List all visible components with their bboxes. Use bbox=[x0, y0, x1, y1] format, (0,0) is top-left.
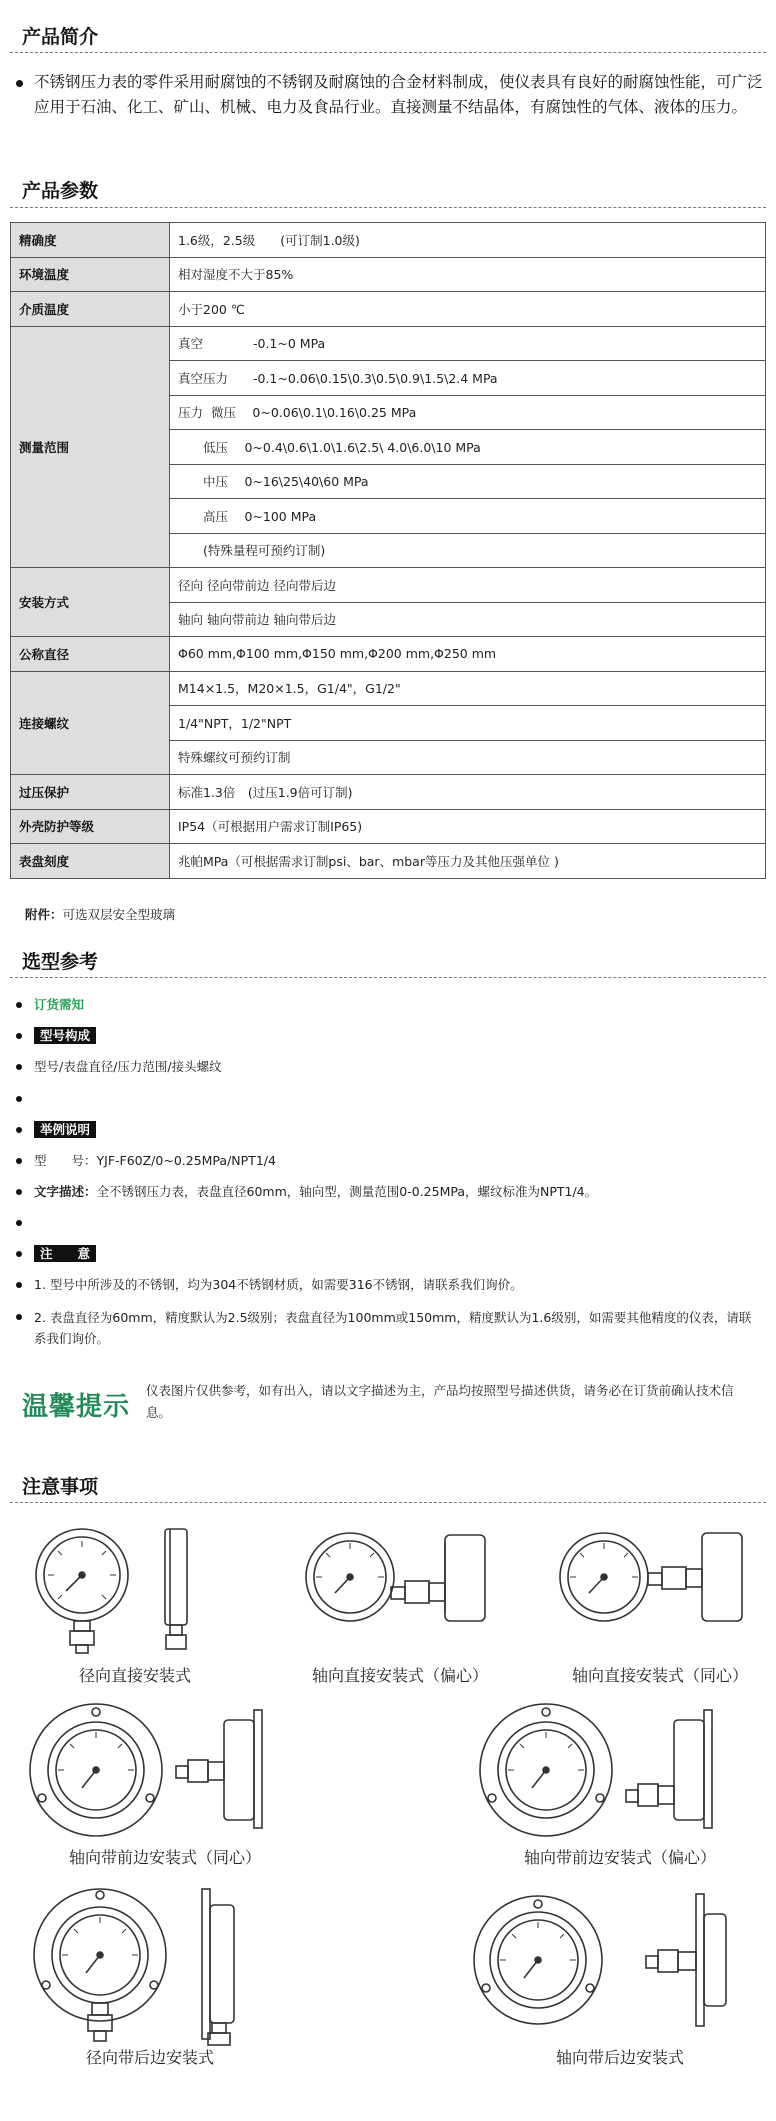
list-bullet bbox=[16, 1189, 22, 1195]
axial-direct-concentric-gauge-illustration bbox=[548, 1525, 758, 1645]
params-divider bbox=[10, 207, 766, 208]
caption-axial-front-flange-eccentric: 轴向带前边安装式（偏心） bbox=[523, 1848, 716, 1867]
note-tag-item bbox=[34, 1244, 96, 1262]
param-value: 压力 微压 0~0.06\0.1\0.16\0.25 MPa bbox=[170, 395, 766, 430]
list-bullet bbox=[16, 1127, 22, 1133]
note-tag: 注 意 bbox=[34, 1245, 96, 1262]
param-value: 标准1.3倍 (过压1.9倍可订制) bbox=[170, 775, 766, 810]
example-model-text: 型 号：YJF-F60Z/0~0.25MPa/NPT1/4 bbox=[34, 1153, 276, 1168]
list-bullet bbox=[16, 1033, 22, 1039]
tip-text: 仪表图片仅供参考，如有出入，请以文字描述为主，产品均按照型号描述供货，请务必在订货前确认技术信息。 bbox=[146, 1383, 734, 1420]
table-row bbox=[11, 844, 766, 879]
selection-divider bbox=[10, 977, 766, 978]
param-label: 环境温度 bbox=[11, 257, 170, 292]
attachment-label: 附件： bbox=[25, 907, 63, 922]
param-value: 径向 径向带前边 径向带后边 bbox=[170, 568, 766, 603]
radial-direct-gauge-illustration bbox=[20, 1515, 220, 1655]
axial-front-flange-concentric-gauge-illustration bbox=[28, 1698, 298, 1848]
radial-rear-flange-gauge-illustration bbox=[28, 1885, 268, 2050]
intro-text: 不锈钢压力表的零件采用耐腐蚀的不锈钢及耐腐蚀的合金材料制成，使仪表具有良好的耐腐蚀性能，可广泛应用于石油、化工、矿山、机械、电力及食品行业。直接测量不结晶体，有腐蚀性的气体、液体的压力。 bbox=[34, 73, 763, 116]
param-value: (特殊量程可预约订制) bbox=[170, 533, 766, 568]
caption-radial-direct: 径向直接安装式 bbox=[78, 1666, 191, 1685]
table-row bbox=[11, 223, 766, 258]
intro-divider bbox=[10, 52, 766, 53]
param-label: 安装方式 bbox=[11, 568, 170, 637]
list-bullet bbox=[16, 1158, 22, 1164]
param-label: 公称直径 bbox=[11, 637, 170, 672]
list-bullet bbox=[16, 1096, 22, 1102]
order-notice-heading: 订货需知 bbox=[34, 997, 85, 1012]
example-tag-item bbox=[34, 1120, 96, 1138]
param-value: M14×1.5，M20×1.5，G1/4"，G1/2" bbox=[170, 671, 766, 706]
params-title: 产品参数 bbox=[22, 180, 99, 202]
intro-bullet bbox=[16, 80, 23, 87]
list-bullet bbox=[16, 1282, 22, 1288]
param-value: 兆帕MPa（可根据需求订制psi、bar、mbar等压力及其他压强单位 ) bbox=[170, 844, 766, 879]
tip-logo: 温馨提示 bbox=[22, 1392, 131, 1422]
example-desc bbox=[34, 1182, 597, 1200]
axial-front-flange-eccentric-gauge-illustration bbox=[478, 1698, 748, 1848]
param-value: 低压 0~0.4\0.6\1.0\1.6\2.5\ 4.0\6.0\10 MPa bbox=[170, 430, 766, 465]
table-row bbox=[11, 809, 766, 844]
param-value: 相对湿度不大于85% bbox=[170, 257, 766, 292]
param-label: 连接螺纹 bbox=[11, 671, 170, 775]
table-row bbox=[11, 326, 766, 361]
example-tag: 举例说明 bbox=[34, 1121, 96, 1138]
param-value: 高压 0~100 MPa bbox=[170, 499, 766, 534]
notes-divider bbox=[10, 1502, 766, 1503]
attachment-note bbox=[25, 905, 175, 923]
caption-radial-rear-flange: 径向带后边安装式 bbox=[85, 2048, 214, 2067]
param-label: 介质温度 bbox=[11, 292, 170, 327]
model-tag-item bbox=[34, 1026, 96, 1044]
param-value: 真空 -0.1~0 MPa bbox=[170, 326, 766, 361]
param-value: 1.6级，2.5级 (可订制1.0级) bbox=[170, 223, 766, 258]
param-value: IP54（可根据用户需求订制IP65) bbox=[170, 809, 766, 844]
param-value: 中压 0~16\25\40\60 MPa bbox=[170, 464, 766, 499]
note-1: 1. 型号中所涉及的不锈钢，均为304不锈钢材质，如需要316不锈钢，请联系我们询价。 bbox=[34, 1277, 523, 1292]
param-label: 精确度 bbox=[11, 223, 170, 258]
table-row bbox=[11, 775, 766, 810]
param-value: 特殊螺纹可预约订制 bbox=[170, 740, 766, 775]
table-row bbox=[11, 292, 766, 327]
caption-axial-direct-eccentric: 轴向直接安装式（偏心） bbox=[311, 1666, 488, 1685]
param-value: 真空压力 -0.1~0.06\0.15\0.3\0.5\0.9\1.5\2.4 MPa bbox=[170, 361, 766, 396]
desc-label: 文字描述： bbox=[34, 1184, 97, 1199]
caption-axial-rear-flange: 轴向带后边安装式 bbox=[555, 2048, 684, 2067]
note-2: 2. 表盘直径为60mm，精度默认为2.5级别；表盘直径为100mm或150mm，精度默认为1.6级别，如需要其他精度的仪表，请联系我们询价。 bbox=[34, 1310, 752, 1346]
table-row bbox=[11, 568, 766, 603]
caption-axial-direct-concentric: 轴向直接安装式（同心） bbox=[571, 1666, 748, 1685]
model-structure-text: 型号/表盘直径/压力范围/接头螺纹 bbox=[34, 1059, 222, 1074]
param-label: 表盘刻度 bbox=[11, 844, 170, 879]
attachment-text: 可选双层安全型玻璃 bbox=[62, 907, 176, 922]
desc-text: 全不锈钢压力表，表盘直径60mm，轴向型，测量范围0-0.25MPa，螺纹标准为NPT1/4。 bbox=[96, 1184, 598, 1199]
table-row bbox=[11, 671, 766, 706]
param-value: 小于200 ℃ bbox=[170, 292, 766, 327]
table-row bbox=[11, 257, 766, 292]
param-value: Φ60 mm,Φ100 mm,Φ150 mm,Φ200 mm,Φ250 mm bbox=[170, 637, 766, 672]
selection-title: 选型参考 bbox=[22, 951, 99, 973]
list-bullet bbox=[16, 1220, 22, 1226]
list-bullet bbox=[16, 1064, 22, 1070]
param-value: 轴向 轴向带前边 轴向带后边 bbox=[170, 602, 766, 637]
list-bullet bbox=[16, 1314, 22, 1320]
caption-axial-front-flange-concentric: 轴向带前边安装式（同心） bbox=[68, 1848, 261, 1867]
list-bullet bbox=[16, 1002, 22, 1008]
intro-title: 产品简介 bbox=[22, 26, 99, 48]
param-label: 外壳防护等级 bbox=[11, 809, 170, 844]
axial-direct-eccentric-gauge-illustration bbox=[295, 1525, 505, 1645]
axial-rear-flange-gauge-illustration bbox=[470, 1888, 740, 2038]
notes-title: 注意事项 bbox=[22, 1476, 99, 1498]
list-bullet bbox=[16, 1251, 22, 1257]
param-value: 1/4"NPT，1/2"NPT bbox=[170, 706, 766, 741]
param-label: 过压保护 bbox=[11, 775, 170, 810]
param-label: 测量范围 bbox=[11, 326, 170, 568]
params-table bbox=[10, 222, 766, 879]
model-tag: 型号构成 bbox=[34, 1027, 96, 1044]
table-row bbox=[11, 637, 766, 672]
